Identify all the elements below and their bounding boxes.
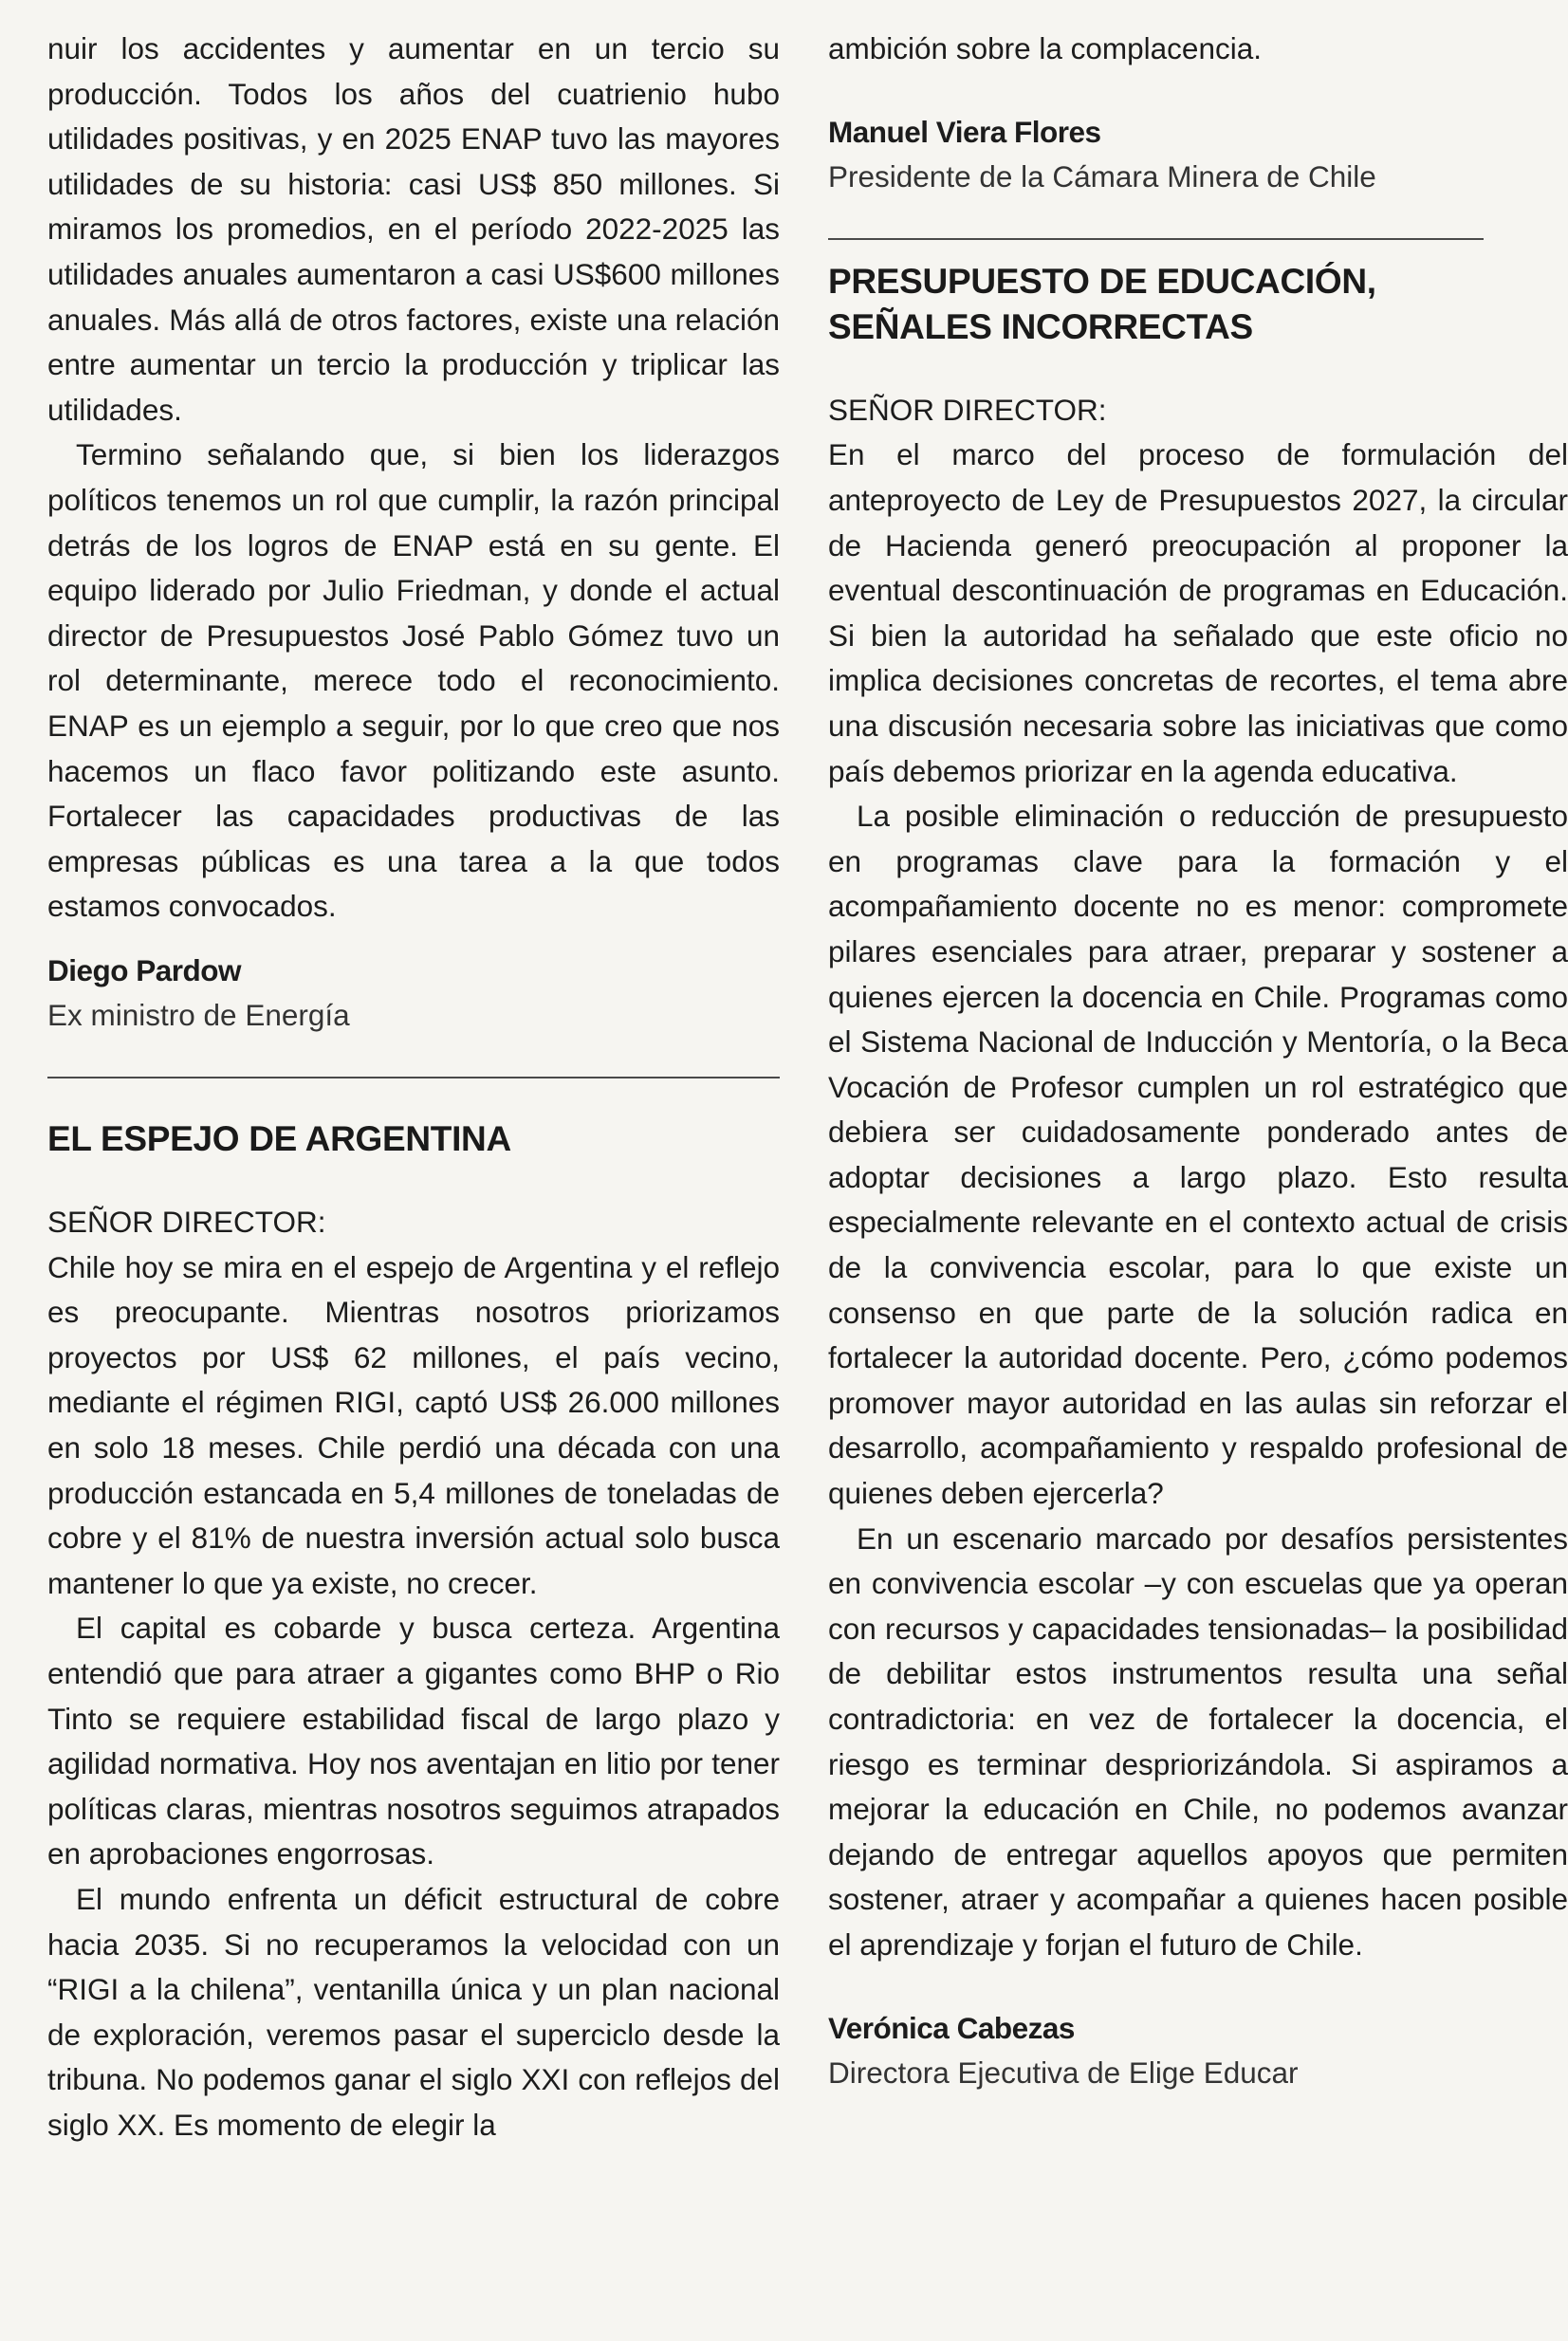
letter-paragraph: En el marco del proceso de formulación del anteproyecto de Ley de Presupuestos 2027, la circular de Hacienda generó preocupación al proponer la eventual descontinuación de programas en Educación. Si bien la autoridad ha señalado que este oficio no implica decisiones concretas de recortes, el tema abre una discusión necesaria sobre las iniciativas que como país debemos priorizar en la agenda educativa. (828, 437, 1568, 788)
author-name: Diego Pardow (47, 952, 242, 987)
continued-paragraph: ambición sobre la complacencia. (828, 31, 1262, 65)
author-name: Verónica Cabezas (828, 2010, 1075, 2045)
author-role: Directora Ejecutiva de Elige Educar (828, 2055, 1299, 2091)
right-column (828, 27, 1568, 2096)
letter-paragraph: El capital es cobarde y busca certeza. Argentina entendió que para atraer a gigantes como BHP o Rio Tinto se requiere estabilidad fiscal de largo plazo y agilidad normativa. Hoy nos aventajan en litio por tener políticas claras, mientras nosotros seguimos atrapados en aprobaciones engorrosas. (47, 1611, 780, 1871)
letter-paragraph: En un escenario marcado por desafíos persistentes en convivencia escolar –y con escuelas que ya operan con recursos y capacidades tensionadas– la posibilidad de debilitar estos instrumentos resulta una señal contradictoria: en vez de fortalecer la docencia, el riesgo es terminar despriorizándola. Si aspiramos a mejorar la educación en Chile, no podemos avanzar dejando de entregar aquellos apoyos que permiten sostener, atraer y acompañar a quienes hacen posible el aprendizaje y forjan el futuro de Chile. (828, 1521, 1568, 1962)
letter-headline (828, 259, 1484, 350)
author-role: Ex ministro de Energía (47, 998, 350, 1033)
letter-headline: EL ESPEJO DE ARGENTINA (47, 1119, 511, 1159)
author-role: Presidente de la Cámara Minera de Chile (828, 159, 1376, 194)
left-column (47, 27, 780, 2148)
continued-paragraph: nuir los accidentes y aumentar en un tercio su producción. Todos los años del cuatrienio hubo utilidades positivas, y en 2025 ENAP tuvo las mayores utilidades de su historia: casi US$ 850 millones. Si miramos los promedios, en el período 2022-2025 las utilidades anuales aumentaron a casi US$600 millones anuales. Más allá de otros factores, existe una relación entre aumentar un tercio la producción y triplicar las utilidades. (47, 31, 780, 427)
letter-paragraph: El mundo enfrenta un déficit estructural de cobre hacia 2035. Si no recuperamos la velocidad con un “RIGI a la chilena”, ventanilla única y un plan nacional de exploración, veremos pasar el superciclo desde la tribuna. No podemos ganar el siglo XXI con reflejos del siglo XX. Es momento de elegir la (47, 1881, 780, 2142)
author-name: Manuel Viera Flores (828, 114, 1101, 149)
letter-headline-line: PRESUPUESTO DE EDUCACIÓN, (828, 261, 1376, 301)
closing-paragraph: Termino señalando que, si bien los liderazgos políticos tenemos un rol que cumplir, la razón principal detrás de los logros de ENAP está en su gente. El equipo liderado por Julio Friedman, y donde el actual director de Presupuestos José Pablo Gómez tuvo un rol determinante, merece todo el reconocimiento. ENAP es un ejemplo a seguir, por lo que creo que nos hacemos un flaco favor politizando este asunto. Fortalecer las capacidades productivas de las empresas públicas es una tarea a la que todos estamos convocados. (47, 437, 780, 924)
letter-salutation: SEÑOR DIRECTOR: (828, 392, 1107, 427)
letter-paragraph: La posible eliminación o reducción de presupuesto en programas clave para la formación y el acompañamiento docente no es menor: compromete pilares esenciales para atraer, preparar y sostener a quienes ejercen la docencia en Chile. Programas como el Sistema Nacional de Inducción y Mentoría, o la Beca Vocación de Profesor cumplen un rol estratégico que debiera ser cuidadosamente ponderado antes de adoptar decisiones a largo plazo. Esto resulta especialmente relevante en el contexto actual de crisis de la convivencia escolar, para lo que existe un consenso en que parte de la solución radica en fortalecer la autoridad docente. Pero, ¿cómo podemos promover mayor autoridad en las aulas sin reforzar el desarrollo, acompañamiento y respaldo profesional de quienes deben ejercerla? (828, 799, 1568, 1511)
letter-headline-line: SEÑALES INCORRECTAS (828, 306, 1253, 346)
letter-salutation: SEÑOR DIRECTOR: (47, 1205, 326, 1240)
letter-paragraph: Chile hoy se mira en el espejo de Argentina y el reflejo es preocupante. Mientras nosotros priorizamos proyectos por US$ 62 millones, el país vecino, mediante el régimen RIGI, captó US$ 26.000 millones en solo 18 meses. Chile perdió una década con una producción estancada en 5,4 millones de toneladas de cobre y el 81% de nuestra inversión actual solo busca mantener lo que ya existe, no crecer. (47, 1249, 780, 1600)
